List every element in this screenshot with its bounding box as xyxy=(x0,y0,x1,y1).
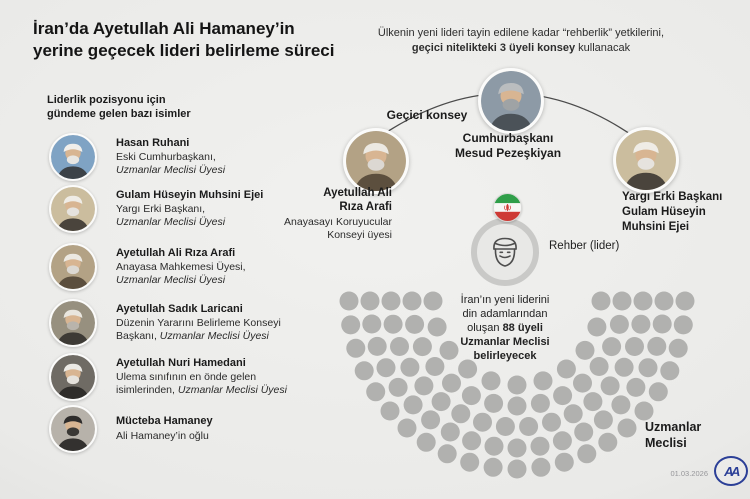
council-left-name: Ayetullah Ali Rıza Arafi xyxy=(323,187,392,213)
council-right-caption: Yargı Erki Başkanı Gulam Hüseyin Muhsini Ejei xyxy=(622,191,723,233)
assembly-seat-dot xyxy=(432,392,451,411)
assembly-seat-dot xyxy=(574,423,593,442)
assembly-seat-dot xyxy=(615,358,634,377)
assembly-seat-dot xyxy=(417,433,436,452)
assembly-seat-dot xyxy=(674,315,693,334)
assembly-seat-dot xyxy=(531,437,550,456)
assembly-seat-dot xyxy=(634,292,653,311)
assembly-seat-dot xyxy=(626,378,645,397)
assembly-seat-dot xyxy=(598,433,617,452)
assembly-seat-dot xyxy=(555,453,574,472)
assembly-seat-dot xyxy=(573,374,592,393)
assembly-seat-dot xyxy=(602,337,621,356)
assembly-seat-dot xyxy=(462,386,481,405)
assembly-seat-dot xyxy=(414,376,433,395)
assembly-seat-dot xyxy=(611,395,630,414)
president-avatar xyxy=(481,71,541,131)
assembly-seat-dot xyxy=(660,361,679,380)
leader-circle xyxy=(471,218,539,286)
assembly-seat-dot xyxy=(553,386,572,405)
assembly-seat-dot xyxy=(382,292,401,311)
candidate-name: Hasan Ruhani xyxy=(116,136,190,149)
assembly-seat-dot xyxy=(594,410,613,429)
assembly-seat-dot xyxy=(442,374,461,393)
assembly-seat-dot xyxy=(669,339,688,358)
assembly-seat-dot xyxy=(340,292,359,311)
assembly-seat-dot xyxy=(531,458,550,477)
assembly-seat-dot xyxy=(508,460,527,479)
assembly-seat-dot xyxy=(508,376,527,395)
cleric-icon xyxy=(483,230,527,274)
assembly-seat-dot xyxy=(676,292,695,311)
assembly-note: İran’ın yeni liderini din adamlarından oluşan 88 üyeli Uzmanlar Meclisi belirleyecek xyxy=(460,294,550,362)
assembly-seat-dot xyxy=(531,394,550,413)
assembly-seat-dot xyxy=(484,394,503,413)
assembly-seat-dot xyxy=(484,458,503,477)
assembly-seat-dot xyxy=(577,444,596,463)
assembly-seat-dot xyxy=(355,361,374,380)
assembly-seat-dot xyxy=(460,453,479,472)
council-left-desc: Anayasayı Koruyucular Konseyi üyesi xyxy=(284,216,392,241)
candidate-desc: Eski Cumhurbaşkanı, Uzmanlar Meclisi Üyesi xyxy=(116,151,226,177)
assembly-seat-dot xyxy=(610,315,629,334)
candidates-header: Liderlik pozisyonu için gündeme gelen bazı isimler xyxy=(47,94,191,120)
assembly-seat-dot xyxy=(366,382,385,401)
council-right-photo xyxy=(613,127,679,193)
candidate-name: Gulam Hüseyin Muhsini Ejei xyxy=(116,188,264,201)
assembly-seat-dot xyxy=(482,371,501,390)
candidate-desc: Anayasa Mahkemesi Üyesi, Uzmanlar Meclisi Üyesi xyxy=(116,261,246,287)
assembly-seat-dot xyxy=(618,419,637,438)
candidate-desc: Yargı Erki Başkanı, Uzmanlar Meclisi Üyesi xyxy=(116,203,226,229)
council-label: Geçici konsey xyxy=(386,108,468,122)
assembly-seat-dot xyxy=(389,378,408,397)
assembly-label: Uzmanlar Meclisi xyxy=(645,420,702,450)
candidate-name: Ayetullah Nuri Hamedani xyxy=(116,356,246,369)
assembly-seat-dot xyxy=(398,419,417,438)
assembly-seat-dot xyxy=(564,404,583,423)
assembly-seat-dot xyxy=(635,402,654,421)
assembly-seat-dot xyxy=(341,315,360,334)
assembly-seat-dot xyxy=(583,392,602,411)
assembly-seat-dot xyxy=(390,337,409,356)
avatar xyxy=(481,71,541,131)
assembly-seat-dot xyxy=(473,413,492,432)
assembly-seat-dot xyxy=(384,315,403,334)
assembly-seat-dot xyxy=(655,292,674,311)
candidate-desc: Ulema sınıfının en önde gelen isimlerinden, Uzmanlar Meclisi Üyesi xyxy=(116,371,287,397)
council-left-caption xyxy=(252,186,392,242)
assembly-seat-dot xyxy=(451,404,470,423)
council-left-photo xyxy=(343,128,409,194)
assembly-seat-dot xyxy=(404,395,423,414)
assembly-seat-dot xyxy=(485,437,504,456)
candidate-desc: Ali Hamaney’in oğlu xyxy=(116,429,209,442)
assembly-seat-dot xyxy=(381,402,400,421)
assembly-seat-dot xyxy=(639,358,658,377)
candidate-name: Ayetullah Sadık Laricani xyxy=(116,302,243,315)
assembly-seat-dot xyxy=(542,413,561,432)
assembly-seat-dot xyxy=(519,417,538,436)
council-left-avatar xyxy=(346,131,406,191)
assembly-seat-dot xyxy=(421,410,440,429)
assembly-seat-dot xyxy=(625,337,644,356)
assembly-seat-dot xyxy=(649,382,668,401)
page-title-line1: İran’da Ayetullah Ali Hamaney’in xyxy=(33,19,295,38)
assembly-seat-dot xyxy=(601,376,620,395)
avatar xyxy=(346,131,406,191)
aa-agency-logo: AA xyxy=(714,456,748,486)
candidate-name: Mücteba Hamaney xyxy=(116,415,213,428)
assembly-seat-dot xyxy=(377,358,396,377)
intro-note: Ülkenin yeni lideri tayin edilene kadar “rehberlik” yetkilerini, geçici nitelikteki 3 üyeli konsey kullanacak xyxy=(377,27,665,54)
assembly-seat-dot xyxy=(441,423,460,442)
assembly-seat-dot xyxy=(508,439,527,458)
assembly-seat-dot xyxy=(653,315,672,334)
council-right-avatar xyxy=(616,130,676,190)
assembly-seat-dot xyxy=(361,292,380,311)
president-photo xyxy=(478,68,544,134)
assembly-seat-dot xyxy=(647,337,666,356)
candidate-desc: Düzenin Yararını Belirleme Konseyi Başkanı, Uzmanlar Meclisi Üyesi xyxy=(116,317,281,343)
assembly-seat-dot xyxy=(362,315,381,334)
assembly-seat-dot xyxy=(462,431,481,450)
assembly-seat-dot xyxy=(438,444,457,463)
assembly-seat-dot xyxy=(631,315,650,334)
president-caption: Cumhurbaşkanı Mesud Pezeşkiyan xyxy=(454,131,562,160)
assembly-seat-dot xyxy=(613,292,632,311)
assembly-seat-dot xyxy=(496,417,515,436)
avatar xyxy=(616,130,676,190)
date-label: 01.03.2026 xyxy=(670,469,708,478)
iran-flag-svg xyxy=(494,194,521,221)
leader-label: Rehber (lider) xyxy=(549,240,620,252)
iran-flag-icon xyxy=(493,193,522,222)
assembly-seat-dot xyxy=(508,397,527,416)
candidate-name: Ayetullah Ali Rıza Arafi xyxy=(116,246,236,259)
page-title-line2: yerine geçecek lideri belirleme süreci xyxy=(33,41,335,60)
assembly-seat-dot xyxy=(534,371,553,390)
assembly-seat-dot xyxy=(368,337,387,356)
assembly-seat-dot xyxy=(346,339,365,358)
assembly-seat-dot xyxy=(553,431,572,450)
